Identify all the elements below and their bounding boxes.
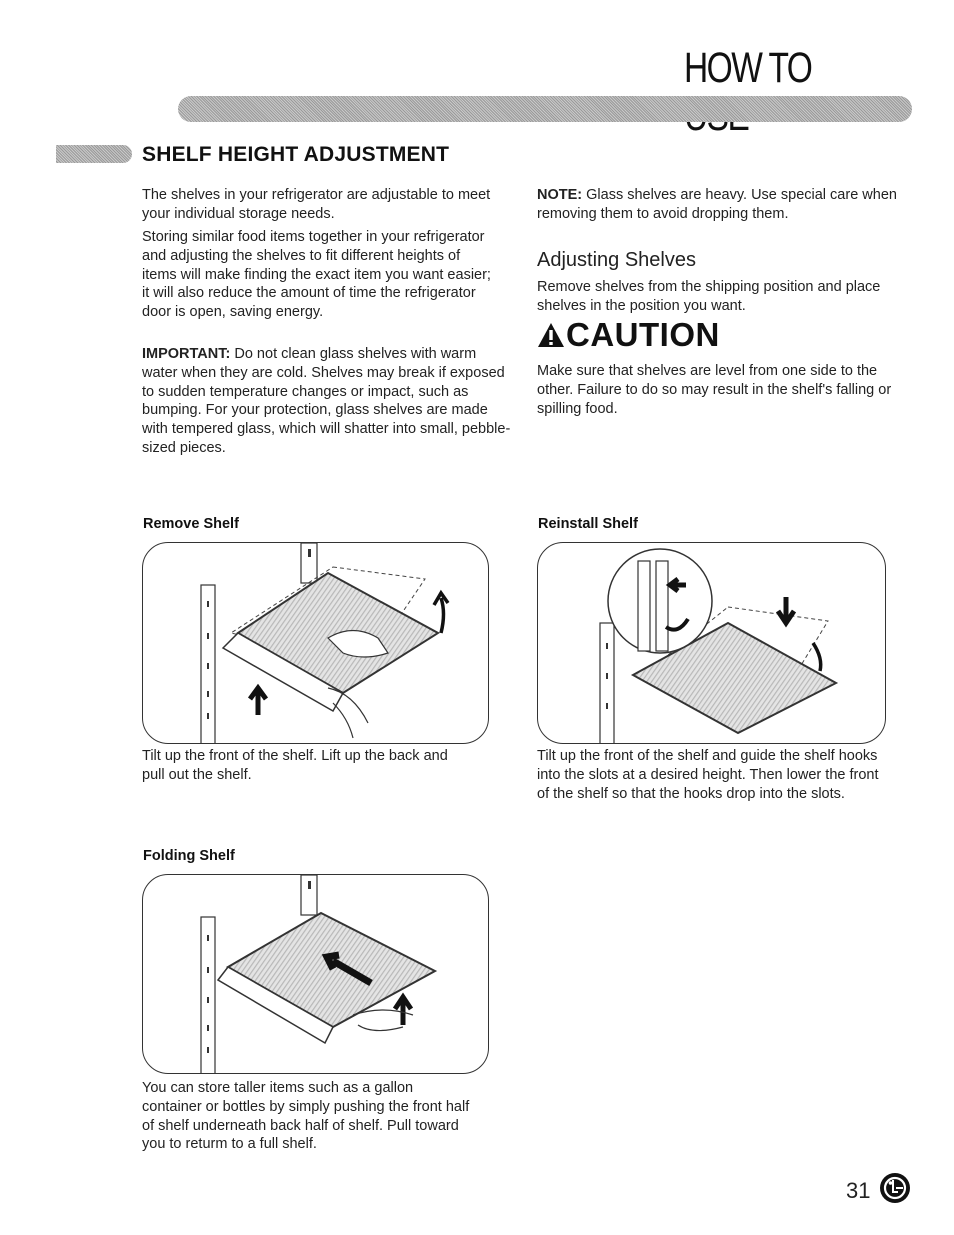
folding-shelf-caption: You can store taller items such as a gallon container or bottles by simply pushing the front half of shelf underneath back half of shelf. Pull toward you to returm to a full shelf. [142, 1080, 470, 1153]
reinstall-shelf-caption: Tilt up the front of the shelf and guide the shelf hooks into the slots at a desired height. Then lower the front of the shelf so that the hooks drop into the slots. [537, 748, 879, 802]
reinstall-shelf-illustration [537, 542, 886, 744]
caution-title: CAUTION [566, 316, 720, 353]
remove-shelf-caption: Tilt up the front of the shelf. Lift up the back and pull out the shelf. [142, 748, 448, 783]
note-paragraph [537, 186, 912, 224]
adjusting-shelves-heading: Adjusting Shelves [537, 249, 696, 271]
section-marker [56, 145, 132, 163]
page-number: 31 [846, 1178, 871, 1203]
warning-triangle-icon [537, 322, 565, 348]
caution-text: Make sure that shelves are level from one side to the other. Failure to do so may result in the shelf's falling or spilling food. [537, 363, 892, 417]
folding-shelf-label: Folding Shelf [143, 848, 235, 864]
header-title: HOW TO [684, 44, 812, 92]
reinstall-shelf-label: Reinstall Shelf [538, 516, 638, 532]
note-label: NOTE: [537, 187, 583, 203]
important-label: IMPORTANT: [142, 346, 231, 362]
section-title: SHELF HEIGHT ADJUSTMENT [142, 143, 450, 166]
lg-logo-icon [879, 1172, 911, 1209]
caution-heading [537, 316, 720, 354]
important-text: Do not clean glass shelves with warm water when they are cold. Shelves may break if exposed to sudden temperature changes or impact, such as bumping. For your protection, glass shelves are made with tempered glass, which will shatter into small, pebble-sized pieces. [142, 346, 511, 456]
important-paragraph [142, 345, 514, 458]
remove-shelf-illustration [142, 542, 489, 744]
storage-paragraph: Storing similar food items together in your refrigerator and adjusting the shelves to fit different heights of items will make finding the exact item you want easier; it will also reduce the amount of time the refrigerator door is open, saving energy. [142, 229, 491, 321]
folding-shelf-illustration [142, 874, 489, 1074]
header-bar [178, 96, 912, 122]
remove-shelf-label: Remove Shelf [143, 516, 239, 532]
intro-paragraph: The shelves in your refrigerator are adjustable to meet your individual storage needs. [142, 187, 491, 222]
note-text: Glass shelves are heavy. Use special care when removing them to avoid dropping them. [537, 187, 897, 222]
adjusting-shelves-text: Remove shelves from the shipping position and place shelves in the position you want. [537, 279, 881, 314]
